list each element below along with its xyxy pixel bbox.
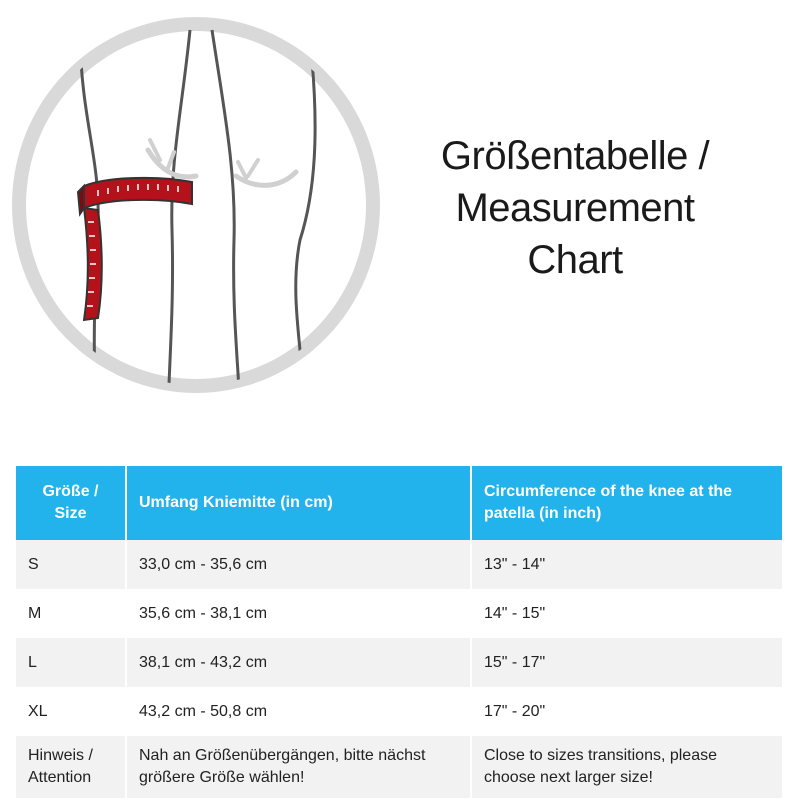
- row-size: S: [16, 540, 126, 589]
- row-cm: 38,1 cm - 43,2 cm: [126, 638, 471, 687]
- page-title: [395, 130, 755, 286]
- table-row: [16, 687, 782, 736]
- row-cm: 43,2 cm - 50,8 cm: [126, 687, 471, 736]
- row-cm: 35,6 cm - 38,1 cm: [126, 589, 471, 638]
- note-row: [16, 736, 782, 798]
- note-german: Nah an Größenübergängen, bitte nächst größere Größe wählen!: [126, 736, 471, 798]
- row-size: M: [16, 589, 126, 638]
- header-cm: Umfang Kniemitte (in cm): [126, 466, 471, 540]
- size-table: [16, 466, 782, 798]
- table-row: [16, 589, 782, 638]
- row-inch: 15" - 17": [471, 638, 782, 687]
- row-size: XL: [16, 687, 126, 736]
- title-line-1: Größentabelle /: [440, 134, 710, 178]
- note-english: Close to sizes transitions, please choose next larger size!: [471, 736, 782, 798]
- note-label: Hinweis / Attention: [16, 736, 126, 798]
- row-size: L: [16, 638, 126, 687]
- row-inch: 13" - 14": [471, 540, 782, 589]
- knee-measuring-tape-icon: [0, 0, 400, 410]
- title-line-3: Chart: [527, 238, 623, 282]
- title-line-2: Measurement: [455, 186, 695, 230]
- row-inch: 17" - 20": [471, 687, 782, 736]
- row-cm: 33,0 cm - 35,6 cm: [126, 540, 471, 589]
- header-inch: Circumference of the knee at the patella (in inch): [471, 466, 782, 540]
- table-row: [16, 540, 782, 589]
- row-inch: 14" - 15": [471, 589, 782, 638]
- header-size: Größe / Size: [16, 466, 126, 540]
- table-row: [16, 638, 782, 687]
- table-header-row: [16, 466, 782, 540]
